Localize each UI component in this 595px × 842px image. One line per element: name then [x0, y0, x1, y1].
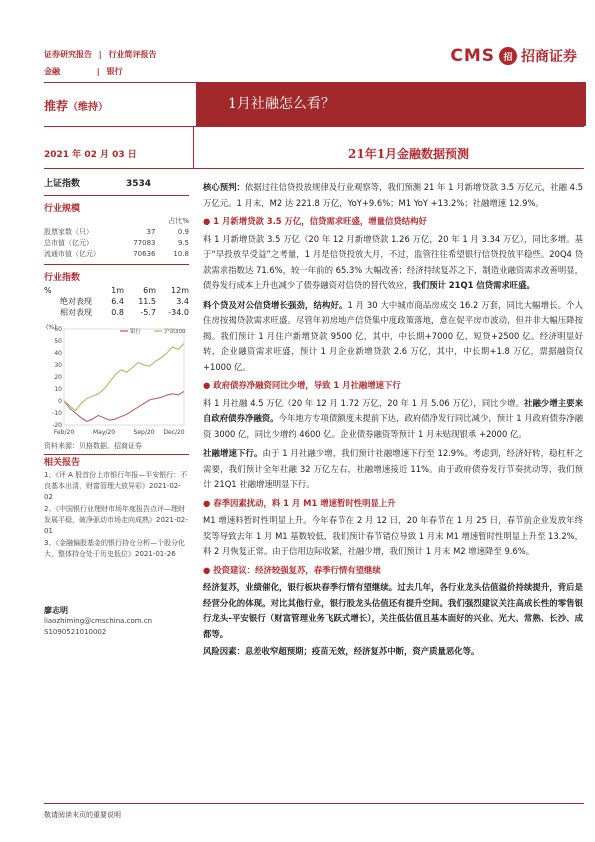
series-line-bank — [64, 391, 184, 421]
rating — [44, 97, 108, 114]
index-value: 3534 — [125, 179, 151, 189]
heading-4: ● 投资建议：经济较强复苏，春季行情有望继续 — [203, 564, 381, 575]
analyst-email[interactable]: liaozhiming@cmschina.com.cn — [44, 617, 153, 625]
para-tsf-growth-lead: 社融增速下行。 — [203, 448, 263, 458]
sector: 金融 — [44, 67, 60, 76]
page-title: 1月社融怎么看？ — [228, 96, 335, 112]
perf-header-cell: 12m — [171, 286, 189, 295]
chart-frame — [64, 329, 184, 425]
related-report-link[interactable]: 1、《评 A 股首份上市银行年报—平安银行：不良基本出清，财富管理大放异彩》2021-02-02 — [44, 471, 188, 501]
related-report-link[interactable]: 3、《金融偏股基金的银行持仓分析—个股分化大，整体持仓处于历史低位》2021-01-26 — [44, 539, 185, 558]
sep — [44, 264, 189, 265]
perf-header-cell: % — [44, 286, 52, 295]
x-tick-label: Sep/20 — [133, 429, 155, 436]
x-tick-label: Feb/20 — [53, 429, 75, 436]
cms-logo — [450, 46, 577, 66]
scale-name: 流通市值（亿元） — [44, 250, 100, 258]
x-tick-label: Dec/20 — [163, 429, 185, 436]
chart-source: 资料来源：贝格数据、招商证券 — [44, 442, 142, 450]
x-tick-label: May/20 — [92, 429, 116, 436]
perf-cell: 6.4 — [111, 297, 124, 306]
scale-name: 总市值（亿元） — [44, 239, 93, 247]
para-tsf-tail: 今年地方专项债额度未提前下达，政府债净发行同比减少，预计 1 月政府债券净融资 3000 亿，同比少增约 4600 亿。企业债券融资等预计 1 月未贴现银承 +2000 亿。 — [203, 413, 583, 439]
perf-cell: 绝对表现 — [60, 297, 92, 306]
y-tick-label: 10 — [54, 386, 62, 393]
perf-cell: -34.0 — [168, 308, 189, 317]
report-type: 证券研究报告 — [44, 50, 92, 59]
scale-row — [44, 227, 189, 238]
para-tsf-bold: 社融少增主要来自政府债券净融资。 — [203, 397, 583, 423]
heading-2: ● 政府债券净融资同比少增，导致 1 月社融增速下行 — [203, 380, 401, 390]
rating-note: （维持） — [68, 102, 109, 113]
related-title: 相关报告 — [44, 458, 81, 468]
logo-seal-icon: 招 — [499, 47, 517, 65]
scale-name: 股票家数（只） — [44, 228, 93, 236]
footer-note: 敬请阅读末页的重要说明 — [44, 811, 121, 819]
scale-row — [44, 249, 189, 260]
analyst-id: S1090521010002 — [44, 628, 107, 636]
report-sub: 行业简评报告 — [108, 50, 157, 59]
y-tick-label: -20 — [52, 422, 62, 429]
report-subtitle: 21年1月金融数据预测 — [348, 147, 470, 161]
rating-label: 推荐 — [44, 99, 69, 113]
subsector: 银行 — [106, 67, 123, 76]
header-tags: 证券研究报告 | 行业简评报告 金融 | 银行 — [44, 46, 157, 80]
core-text: 依据过往信贷投放规律及行业观察等，我们预测 21 年 1 月新增贷款 3.5 万亿元，社融 4.5 万亿元。1 月末，M2 达 221.8 万亿，YoY+9.6%；M1 YoY +13.2%；社融增速 12.9%。 — [203, 182, 583, 208]
perf-cell: -5.7 — [140, 308, 156, 317]
y-axis-label: (%) — [46, 324, 57, 331]
perf-header-cell: 6m — [143, 286, 156, 295]
legend-label: 银行 — [130, 329, 142, 335]
risk-lead: 风险因素： — [203, 646, 245, 656]
footer-divider — [44, 803, 584, 804]
y-tick-label: 40 — [54, 350, 62, 357]
legend-label: 沪深300 — [164, 329, 186, 335]
scale-v1: 70636 — [133, 250, 156, 258]
sep — [44, 454, 189, 455]
sep — [44, 195, 189, 196]
risk-text: 息差收窄超预期；疫苗无效，经济复苏中断，资产质量恶化等。 — [244, 646, 480, 656]
vertical-divider — [193, 126, 194, 168]
para-m1: M1 增速料暂时性明显上升。今年春节在 2 月 12 日，20 年春节在 1 月 25 日，春节前企业发放年终奖等导致去年 1 月 M1 基数较低，我们预计春节错位导致 1 月末 M1 增速暂时性明显上升至 13.2%，料 2 月恢复正常。由于信用边际收紧，社融少增，我们预计 1 月末 M2 增速降至 9.6%。 — [203, 515, 583, 556]
scale-v2: 0.9 — [177, 228, 189, 236]
perf-cell: 相对表现 — [60, 308, 92, 317]
scale-v1: 37 — [146, 228, 156, 236]
scale-unit: 占比% — [168, 217, 189, 225]
logo-cn-text: 招商证券 — [521, 49, 577, 65]
perf-cell: 3.4 — [176, 297, 189, 306]
y-tick-label: 20 — [54, 374, 62, 381]
analyst-name: 廖志明 — [44, 606, 68, 615]
scale-v2: 9.5 — [177, 239, 189, 247]
perf-cell: 0.8 — [111, 308, 124, 317]
series-line-csi300 — [64, 343, 184, 410]
y-tick-label: -10 — [52, 410, 62, 417]
report-date: 2021 年 02 月 03 日 — [44, 150, 137, 160]
heading-3: ● 春季因素扰动，料 1 月 M1 增速暂时性明显上升 — [203, 497, 396, 508]
para-tsf-growth: 由于 1 月社融少增，我们预计社融增速下行至 12.9%。考虑到，经济好转，稳杠杆之需要，我们预计全年社融 32 万亿左右，社融增速接近 11%。由于政府债券发行节奏扰动等，我们预计 21Q1 社融增速明显下行。 — [203, 448, 583, 489]
index-label: 上证指数 — [44, 179, 81, 189]
related-report-link[interactable]: 2、《中国银行业理财市场年度报告点评—理财发展平稳，破净驱动市场走向成熟》2021-02-01 — [44, 505, 188, 535]
logo-cms-text: CMS — [450, 46, 495, 66]
scale-row — [44, 238, 189, 249]
para-credit: 1 月 30 大中城市商品房成交 16.2 万套，同比大幅增长。个人住房按揭贷款需求旺盛。尽管年初房地产信贷集中度政策落地，意在促平房市波动，但并非大幅压降按揭。我们预计 1 月住户新增贷款 9500 亿，其中，中长期+7000 亿，短贷+2500 亿。经济明显好转，企业融资需求旺盛，预计 1 月企业新增贷款 2.6 万亿，其中，中长期+1.8 万亿，票据融资仅+1000 亿。 — [203, 299, 584, 372]
index-line-chart — [44, 321, 189, 439]
scale-table — [44, 227, 189, 260]
left-column — [44, 178, 189, 638]
core-lead: 核心预判： — [203, 182, 245, 192]
perf-header-cell: 1m — [111, 286, 124, 295]
perf-table — [44, 285, 189, 318]
perf-cell: 11.5 — [138, 297, 156, 306]
heading-1: ● 1 月新增贷款 3.5 万亿，信贷需求旺盛，增量信贷结构好 — [203, 216, 427, 226]
subtitle-divider — [44, 168, 584, 169]
para-invest: 经济复苏，业绩催化，银行板块春季行情有望继续。过去几年，各行业龙头估值溢价持续提升，背后是经营分化的体现。对比其他行业，银行股龙头估值还有提升空间。我们强烈建议关注高成长性的零售银行龙头-平安银行（财富管理业务飞跃式增长），关注低估值且基本面好的兴业、光大、常熟、长沙、成都等。 — [203, 582, 583, 639]
scale-title: 行业规模 — [44, 204, 81, 214]
para-loans-tail: 我们预计 21Q1 信贷需求旺盛。 — [412, 280, 535, 290]
y-tick-label: 30 — [54, 362, 62, 369]
y-tick-label: 60 — [54, 326, 62, 333]
para-credit-lead: 料个贷及对公信贷增长强劲，结构好。 — [203, 299, 348, 310]
para-tsf: 料 1 月社融 4.5 万亿（20 年 12 月 1.72 万亿，20 年 1 月 5.06 万亿），同比少增。 — [203, 397, 525, 408]
perf-title: 行业指数 — [44, 273, 81, 283]
related-list — [44, 470, 189, 560]
main-body — [203, 180, 583, 662]
core-forecast — [203, 180, 583, 211]
title-divider — [44, 126, 584, 127]
para-loans: 料 1 月新增贷款 3.5 万亿（20 年 12 月新增贷款 1.26 万亿，20 年 1 月 3.34 万亿），同比多增。基于“早投放早受益”之考量，1 月是信贷投放大月，不过，监管往往希望银行信贷投放平稳些。20Q4 贷款需求指数达 71.6%，较一年前的 65.3% 大幅改善；经济持续复苏之下，制造业融资需求改善明显，债券发行成本上升也减少了债券融资对信贷的替代效应， — [203, 233, 583, 290]
y-tick-label: 0 — [58, 398, 62, 405]
scale-v1: 77083 — [133, 239, 156, 247]
scale-v2: 10.8 — [173, 250, 189, 258]
y-tick-label: 50 — [54, 338, 62, 345]
